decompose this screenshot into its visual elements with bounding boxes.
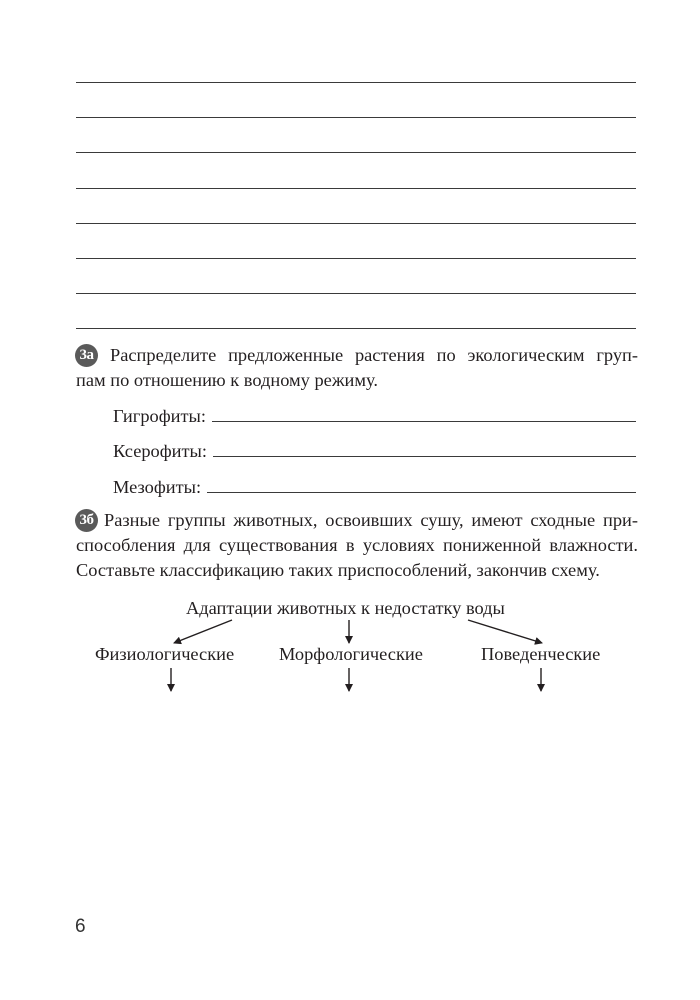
page-number: 6	[75, 916, 86, 937]
arrow-to-physiological	[174, 620, 232, 643]
task-3b-line-1: Разные группы животных, освоивших сушу, имеют сходные при-	[104, 510, 638, 530]
field-label: Ксерофиты:	[113, 441, 208, 461]
arrow-to-behavioral	[468, 620, 542, 643]
field-label: Гигрофиты:	[113, 406, 206, 426]
task-3b-line-3: Составьте классификацию таких приспособлений, закончив схему.	[76, 560, 600, 580]
field-label: Мезофиты:	[113, 477, 202, 497]
diagram-node-physiological: Физиологические	[95, 644, 235, 664]
task-3a-line-2: пам по отношению к водному режиму.	[76, 370, 378, 390]
diagram-node-morphological: Морфологические	[279, 644, 423, 664]
diagram-root-node: Адаптации животных к недостатку воды	[186, 598, 505, 618]
task-3a-line-1: Распределите предложенные растения по экологическим груп-	[110, 345, 638, 365]
task-number-badge-3b: 3б	[75, 509, 98, 532]
diagram-node-behavioral: Поведенческие	[481, 644, 601, 664]
task-number-badge-3a: 3а	[75, 344, 98, 367]
task-3b-line-2: способления для существования в условиях пониженной влажности.	[76, 535, 638, 555]
